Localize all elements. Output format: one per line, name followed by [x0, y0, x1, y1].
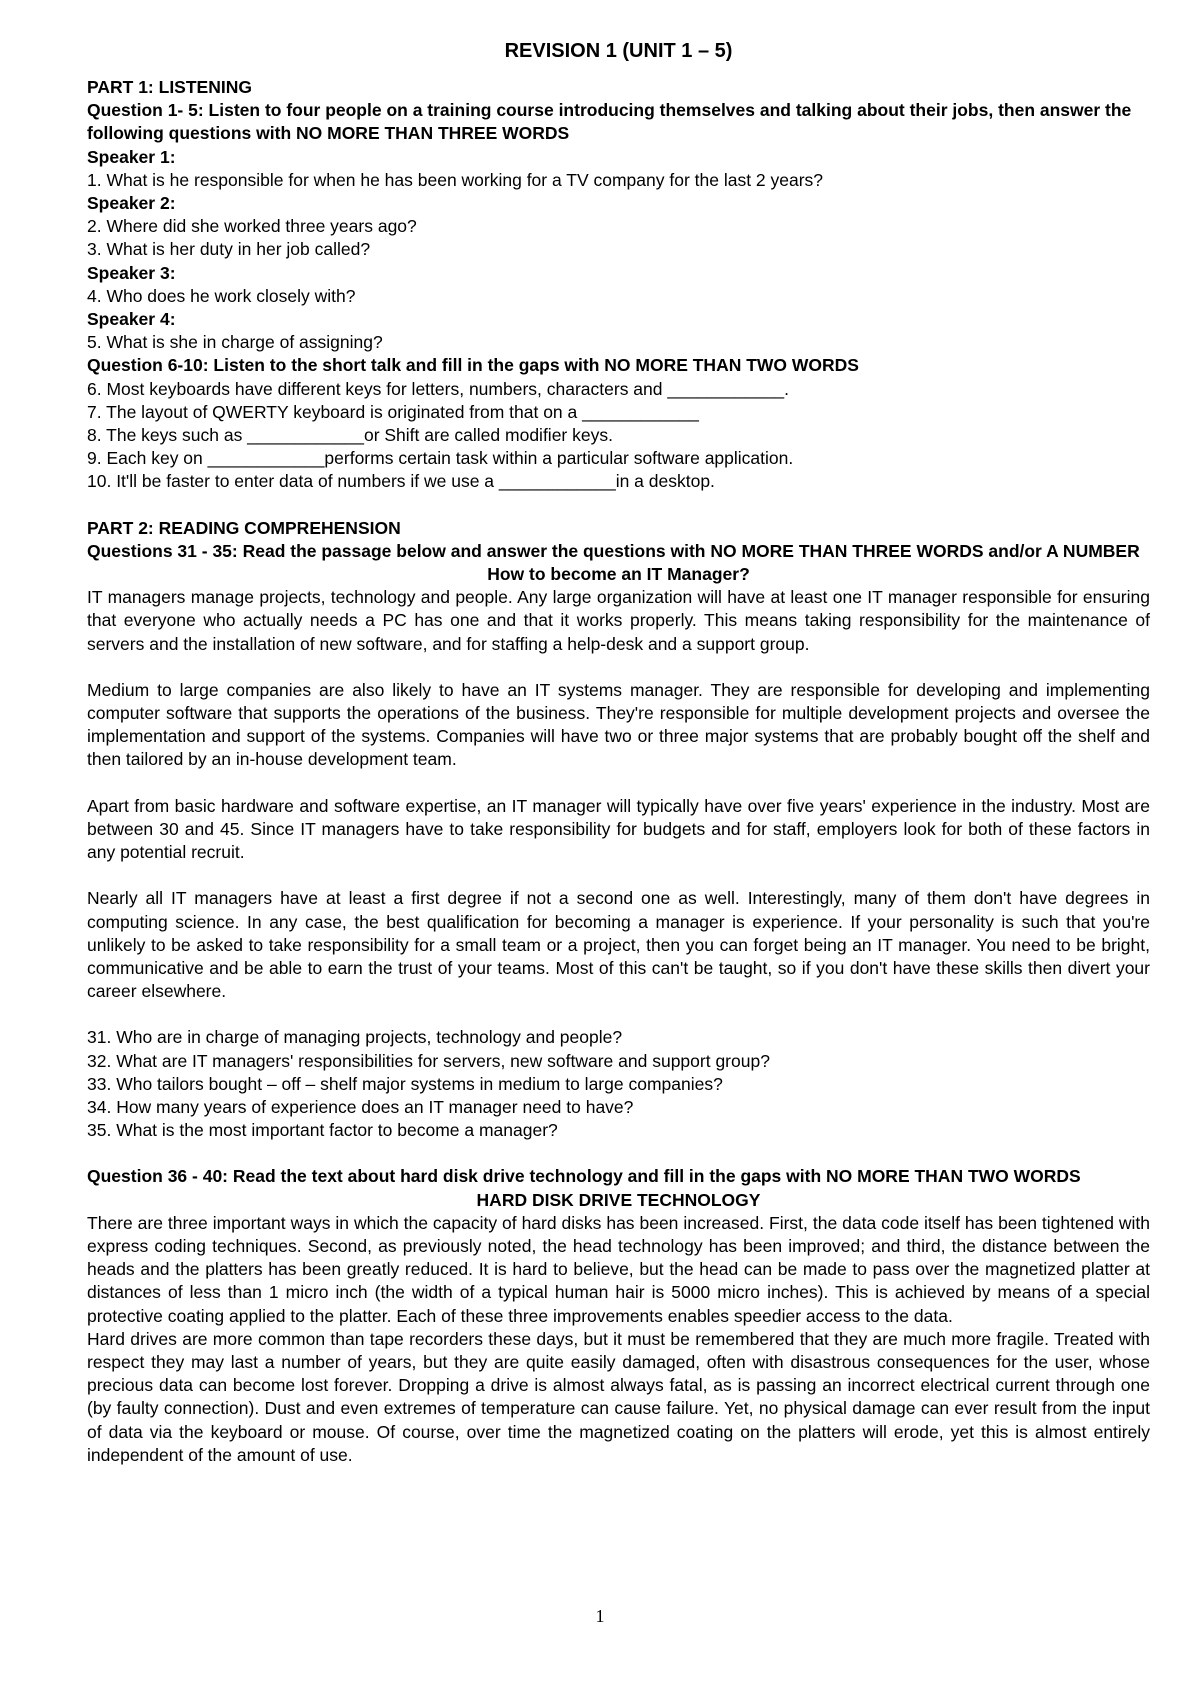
part2-heading: PART 2: READING COMPREHENSION	[87, 517, 401, 538]
page-number: 1	[595, 1606, 605, 1626]
question-2: 2. Where did she worked three years ago?	[87, 216, 417, 237]
passage1-paragraph-3: Apart from basic hardware and software expertise, an IT manager will typically have over five years' experience in the industry. Most are between 30 and 45. Since IT managers have to take responsibility for budgets and for staff, employers look for both of these factors in any potential recruit.	[87, 795, 1150, 863]
question-10: 10. It'll be faster to enter data of numbers if we use a ____________in a desktop.	[87, 471, 715, 492]
question-33: 33. Who tailors bought – off – shelf major systems in medium to large companies?	[87, 1073, 723, 1094]
document-page	[87, 38, 1150, 1467]
spacer	[87, 1142, 1150, 1165]
passage1-paragraph-1: IT managers manage projects, technology and people. Any large organization will have at least one IT manager responsible for ensuring that everyone who actually needs a PC has one and that it works properly. This means taking responsibility for the maintenance of servers and the installation of new software, and for staffing a help-desk and a support group.	[87, 587, 1150, 654]
document-title: REVISION 1 (UNIT 1 – 5)	[504, 40, 733, 62]
question-32: 32. What are IT managers' responsibilities for servers, new software and support group?	[87, 1050, 770, 1071]
question-8: 8. The keys such as ____________or Shift are called modifier keys.	[87, 425, 613, 446]
spacer	[87, 772, 1150, 795]
q36-40-instruction: Question 36 - 40: Read the text about hard disk drive technology and fill in the gaps with NO MORE THAN TWO WORDS	[87, 1166, 1081, 1187]
spacer	[87, 864, 1150, 887]
spacer	[87, 656, 1150, 679]
question-3: 3. What is her duty in her job called?	[87, 239, 371, 260]
question-7: 7. The layout of QWERTY keyboard is originated from that on a ____________	[87, 401, 699, 422]
question-4: 4. Who does he work closely with?	[87, 285, 356, 306]
q6-10-instruction: Question 6-10: Listen to the short talk and fill in the gaps with NO MORE THAN TWO WORDS	[87, 355, 859, 376]
question-31: 31. Who are in charge of managing projects, technology and people?	[87, 1027, 623, 1048]
question-1: 1. What is he responsible for when he has been working for a TV company for the last 2 years?	[87, 169, 824, 190]
passage2-paragraph-1: There are three important ways in which the capacity of hard disks has been increased. First, the data code itself has been tightened with express coding techniques. Second, as previously noted, the head technology has been improved; and third, the distance between the heads and the platters has been greatly reduced. It is hard to believe, but the head can be made to pass over the magnetized platter at distances of less than 1 micro inch (the width of a typical human hair is 5000 micro inches). This is achieved by means of a special protective coating applied to the platter. Each of these three improvements enables speedier access to the data.	[87, 1212, 1150, 1326]
part1-heading: PART 1: LISTENING	[87, 77, 252, 97]
speaker4-label: Speaker 4:	[87, 309, 176, 330]
spacer	[87, 494, 1150, 517]
q31-35-instruction: Questions 31 - 35: Read the passage below and answer the questions with NO MORE THAN THREE WORDS and/or A NUMBER	[87, 540, 1140, 561]
passage1-paragraph-4: Nearly all IT managers have at least a first degree if not a second one as well. Interestingly, many of them don't have degrees in computing science. In any case, the best qualification for becoming a manager is experience. If your personality is such that you're unlikely to be asked to take responsibility for a small team or a project, then you can forget being an IT manager. You need to be bright, communicative and be able to earn the trust of your teams. Most of this can't be taught, so if you don't have these skills then divert your career elsewhere.	[87, 888, 1150, 1002]
question-9: 9. Each key on ____________performs certain task within a particular software application.	[87, 448, 794, 469]
question-35: 35. What is the most important factor to become a manager?	[87, 1120, 558, 1141]
question-6: 6. Most keyboards have different keys for letters, numbers, characters and ____________.	[87, 378, 790, 399]
passage1-paragraph-2: Medium to large companies are also likely to have an IT systems manager. They are responsible for developing and implementing computer software that supports the operations of the business. They're responsible for multiple development projects and oversee the implementation and support of the systems. Companies will have two or three major systems that are probably bought off the shelf and then tailored by an in-house development team.	[87, 679, 1150, 770]
question-5: 5. What is she in charge of assigning?	[87, 332, 383, 353]
speaker1-label: Speaker 1:	[87, 146, 176, 167]
passage2-paragraph-2: Hard drives are more common than tape recorders these days, but it must be remembered that they are much more fragile. Treated with respect they may last a number of years, but they are quite easily damaged, often with disastrous consequences for the user, whose precious data can become lost forever. Dropping a drive is almost always fatal, as is passing an incorrect electrical current through one (by faulty connection). Dust and even extremes of temperature can cause failure. Yet, no physical damage can ever result from the input of data via the keyboard or mouse. Of course, over time the magnetized coating on the platters will erode, yet this is almost entirely independent of the amount of use.	[87, 1328, 1150, 1465]
question-34: 34. How many years of experience does an IT manager need to have?	[87, 1096, 634, 1117]
speaker2-label: Speaker 2:	[87, 193, 176, 214]
passage1-title: How to become an IT Manager?	[487, 564, 750, 585]
speaker3-label: Speaker 3:	[87, 262, 176, 283]
spacer	[87, 1003, 1150, 1026]
passage2-title: HARD DISK DRIVE TECHNOLOGY	[476, 1189, 761, 1210]
q1-5-instruction: Question 1- 5: Listen to four people on a training course introducing themselves and talking about their jobs, then answer the following questions with NO MORE THAN THREE WORDS	[87, 100, 1132, 144]
